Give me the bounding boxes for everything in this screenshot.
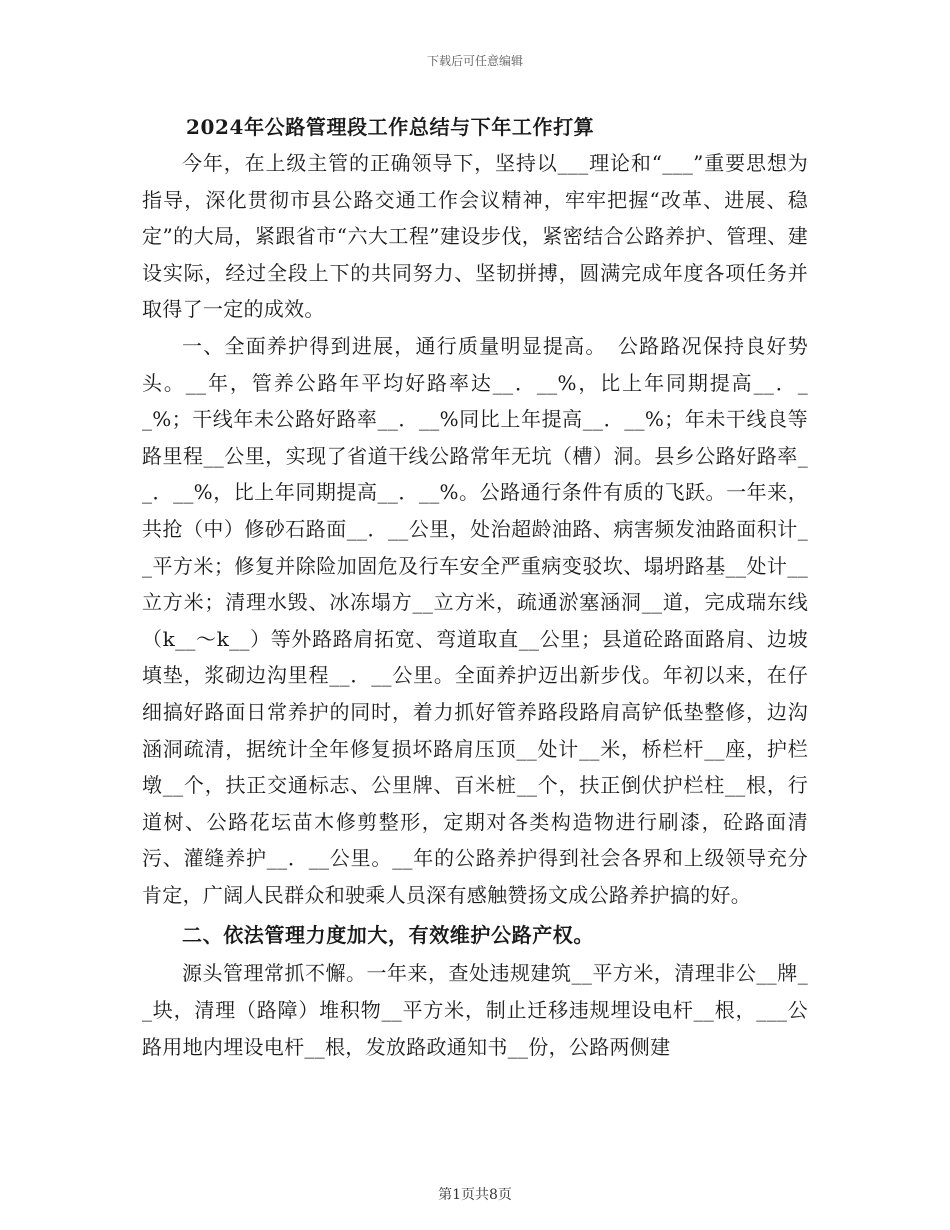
header-note: 下载后可任意编辑 xyxy=(426,54,523,68)
section-two-heading: 二、依法管理力度加大，有效维护公路产权。 xyxy=(182,923,594,948)
page-number: 第1页共8页 xyxy=(438,1187,512,1203)
document-body xyxy=(142,112,808,1065)
section-one-paragraph: 一、全面养护得到进展，通行质量明显提高。 公路路况保持良好势头。__年，管养公路年平均好路率达__．__%，比上年同期提高__．__%；干线年未公路好路率__．__%同比上年提高__．__%；年未干线良等路里程__公里，实现了省道干线公路常年无坑（槽）洞。县乡公路好路率__．__%，比上年同期提高__．__%。公路通行条件有质的飞跃。一年来，共抢（中）修砂石路面__．__公里，处治超龄油路、病害频发油路面积计__平方米；修复并除险加固危及行车安全严重病变驳坎、塌坍路基__处计__立方米；清理水毁、冰冻塌方__立方米，疏通淤塞涵洞__道，完成瑞东线（k__～k__）等外路路肩拓宽、弯道取直__公里；县道砼路面路肩、边坡填垫，浆砌边沟里程__．__公里。全面养护迈出新步伐。年初以来，在仔细搞好路面日常养护的同时，着力抓好管养路段路肩高铲低垫整修，边沟涵洞疏清，据统计全年修复损坏路肩压顶__处计__米，桥栏杆__座，护栏墩__个，扶正交通标志、公里牌、百米桩__个，扶正倒伏护栏柱__根，行道树、公路花坛苗木修剪整形，定期对各类构造物进行刷漆，砼路面清污、灌缝养护__．__公里。__年的公路养护得到社会各界和上级领导充分肯定，广阔人民群众和驶乘人员深有感触赞扬文成公路养护搞的好。 xyxy=(142,333,808,907)
section-two-paragraph: 源头管理常抓不懈。一年来，查处违规建筑__平方米，清理非公__牌__块，清理（路障）堆积物__平方米，制止迁移违规埋设电杆__根，___公路用地内埋设电杆__根，发放路政通知书__份，公路两侧建 xyxy=(142,961,808,1059)
document-title: 2024年公路管理段工作总结与下年工作打算 xyxy=(186,115,595,139)
intro-paragraph: 今年，在上级主管的正确领导下，坚持以___理论和“___”重要思想为指导，深化贯彻市县公路交通工作会议精神，牢牢把握“改革、进展、稳定”的大局，紧跟省市“六大工程”建设步伐，紧密结合公路养护、管理、建设实际，经过全段上下的共同努力、坚韧拼搏，圆满完成年度各项任务并取得了一定的成效。 xyxy=(142,151,808,322)
